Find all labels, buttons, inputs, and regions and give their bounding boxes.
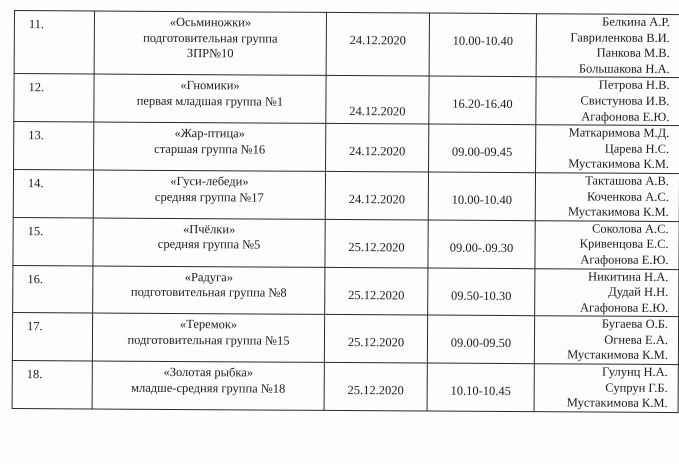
group-title: «Гномики»: [180, 78, 240, 93]
group-type: старшая группа №16: [154, 141, 266, 157]
group-type: подготовительная группа: [143, 30, 278, 46]
time-cell: 09.00-09.45: [429, 124, 536, 172]
group-name-cell: [94, 122, 326, 171]
group-name-cell: [94, 74, 326, 123]
table-row: [13, 265, 679, 317]
staff-name: Агафонова Е.Ю.: [580, 252, 669, 267]
staff-name: Соколова А.С.: [592, 221, 669, 236]
staff-cell: [535, 220, 679, 269]
group-title: «Жар-птица»: [174, 126, 246, 141]
group-name-cell: [93, 265, 325, 314]
date-cell: 25.12.2020: [325, 267, 428, 315]
staff-cell: [535, 173, 679, 222]
staff-name: Гулунц Н.А.: [602, 364, 668, 380]
row-number: 11.: [14, 11, 94, 75]
staff-name: Мустакимова К.М.: [568, 156, 670, 172]
staff-name: Царева Н.С.: [604, 141, 670, 156]
date-cell: 24.12.2020: [326, 12, 429, 76]
staff-name: Свистунова И.В.: [580, 93, 670, 108]
date-cell: 25.12.2020: [324, 315, 427, 363]
staff-cell: [536, 125, 679, 174]
group-type: первая младшая группа №1: [136, 93, 284, 109]
staff-name: Белкина А.Р.: [602, 14, 670, 30]
table-row: [14, 74, 679, 126]
staff-name: Бугаева О.Б.: [601, 316, 669, 332]
staff-name: Супрун Г.Б.: [605, 380, 668, 395]
date-cell: 24.12.2020: [326, 76, 429, 124]
time-cell: 16.20-16.40: [429, 76, 536, 124]
table-row: [14, 122, 679, 174]
group-name-cell: [93, 218, 325, 267]
staff-cell: [536, 14, 679, 78]
staff-name: Дудай Н.Н.: [608, 284, 669, 300]
group-title: «Пчёлки»: [182, 221, 236, 237]
date-cell: 24.12.2020: [326, 124, 429, 172]
staff-name: Агафонова Е.Ю.: [581, 109, 670, 124]
date-cell: 25.12.2020: [325, 219, 428, 267]
row-number: 13.: [14, 122, 94, 170]
staff-cell: [536, 77, 679, 126]
staff-name: Агафонова Е.Ю.: [580, 300, 669, 315]
table-row: [12, 361, 678, 413]
table-row: [13, 217, 679, 269]
group-title: «Радуга»: [184, 269, 234, 284]
staff-name: Никитина Н.А.: [588, 269, 669, 284]
group-title: «Гуси-лебеди»: [170, 173, 249, 189]
time-cell: 10.00-10.40: [429, 13, 536, 77]
staff-name: Большакова Н.А.: [578, 61, 670, 76]
group-name-cell: [92, 313, 324, 362]
group-type: подготовительная группа №8: [130, 284, 287, 300]
row-number: 14.: [13, 169, 93, 217]
time-cell: 09.00-09.50: [427, 315, 534, 363]
staff-name: Мустакимова К.М.: [567, 204, 669, 220]
table-row: [13, 169, 679, 221]
staff-name: Огнева Е.А.: [604, 332, 669, 347]
group-name-cell: [94, 11, 326, 76]
group-type: средняя группа №5: [157, 237, 261, 252]
group-title: «Теремок»: [179, 317, 238, 332]
date-cell: 24.12.2020: [325, 171, 428, 219]
group-type: средняя группа №17: [154, 189, 264, 205]
staff-cell: [535, 268, 679, 317]
time-cell: 09.00-.09.30: [428, 220, 535, 268]
staff-name: Петрова Н.В.: [598, 77, 670, 93]
time-cell: 09.50-10.30: [428, 268, 535, 316]
time-cell: 10.10-10.45: [427, 363, 534, 411]
group-type: подготовительная группа №15: [127, 332, 290, 348]
staff-cell: [534, 364, 678, 413]
group-title: «Золотая рыбка»: [163, 364, 254, 380]
date-cell: 25.12.2020: [324, 362, 427, 410]
staff-name: Гавриленкова В.И.: [570, 29, 670, 45]
table-row: [12, 313, 678, 365]
staff-name: Панкова М.В.: [596, 45, 670, 61]
staff-name: Кривенцова Е.С.: [579, 236, 669, 252]
group-type: младше-средняя группа №18: [131, 380, 286, 396]
staff-name: Маткаримова М.Д.: [568, 125, 670, 141]
group-title: «Осьминожки»: [169, 14, 252, 30]
group-name-cell: [92, 361, 324, 410]
table-row: [14, 11, 679, 78]
row-number: 18.: [12, 361, 92, 409]
row-number: 12.: [14, 74, 94, 122]
schedule-table: [12, 10, 679, 413]
staff-name: Коченкова А.С.: [586, 189, 669, 204]
staff-name: Мустакимова К.М.: [567, 347, 668, 363]
row-number: 16.: [13, 265, 93, 313]
time-cell: 10.00-10.40: [428, 172, 535, 220]
schedule-table-body: [12, 11, 679, 413]
group-name-cell: [93, 170, 325, 219]
group-type-extra: ЗПР№10: [186, 46, 234, 61]
staff-name: Такташова А.В.: [585, 173, 670, 188]
row-number: 15.: [13, 217, 93, 265]
row-number: 17.: [12, 313, 92, 361]
staff-cell: [534, 316, 678, 365]
staff-name: Мустакимова К.М.: [566, 395, 668, 411]
